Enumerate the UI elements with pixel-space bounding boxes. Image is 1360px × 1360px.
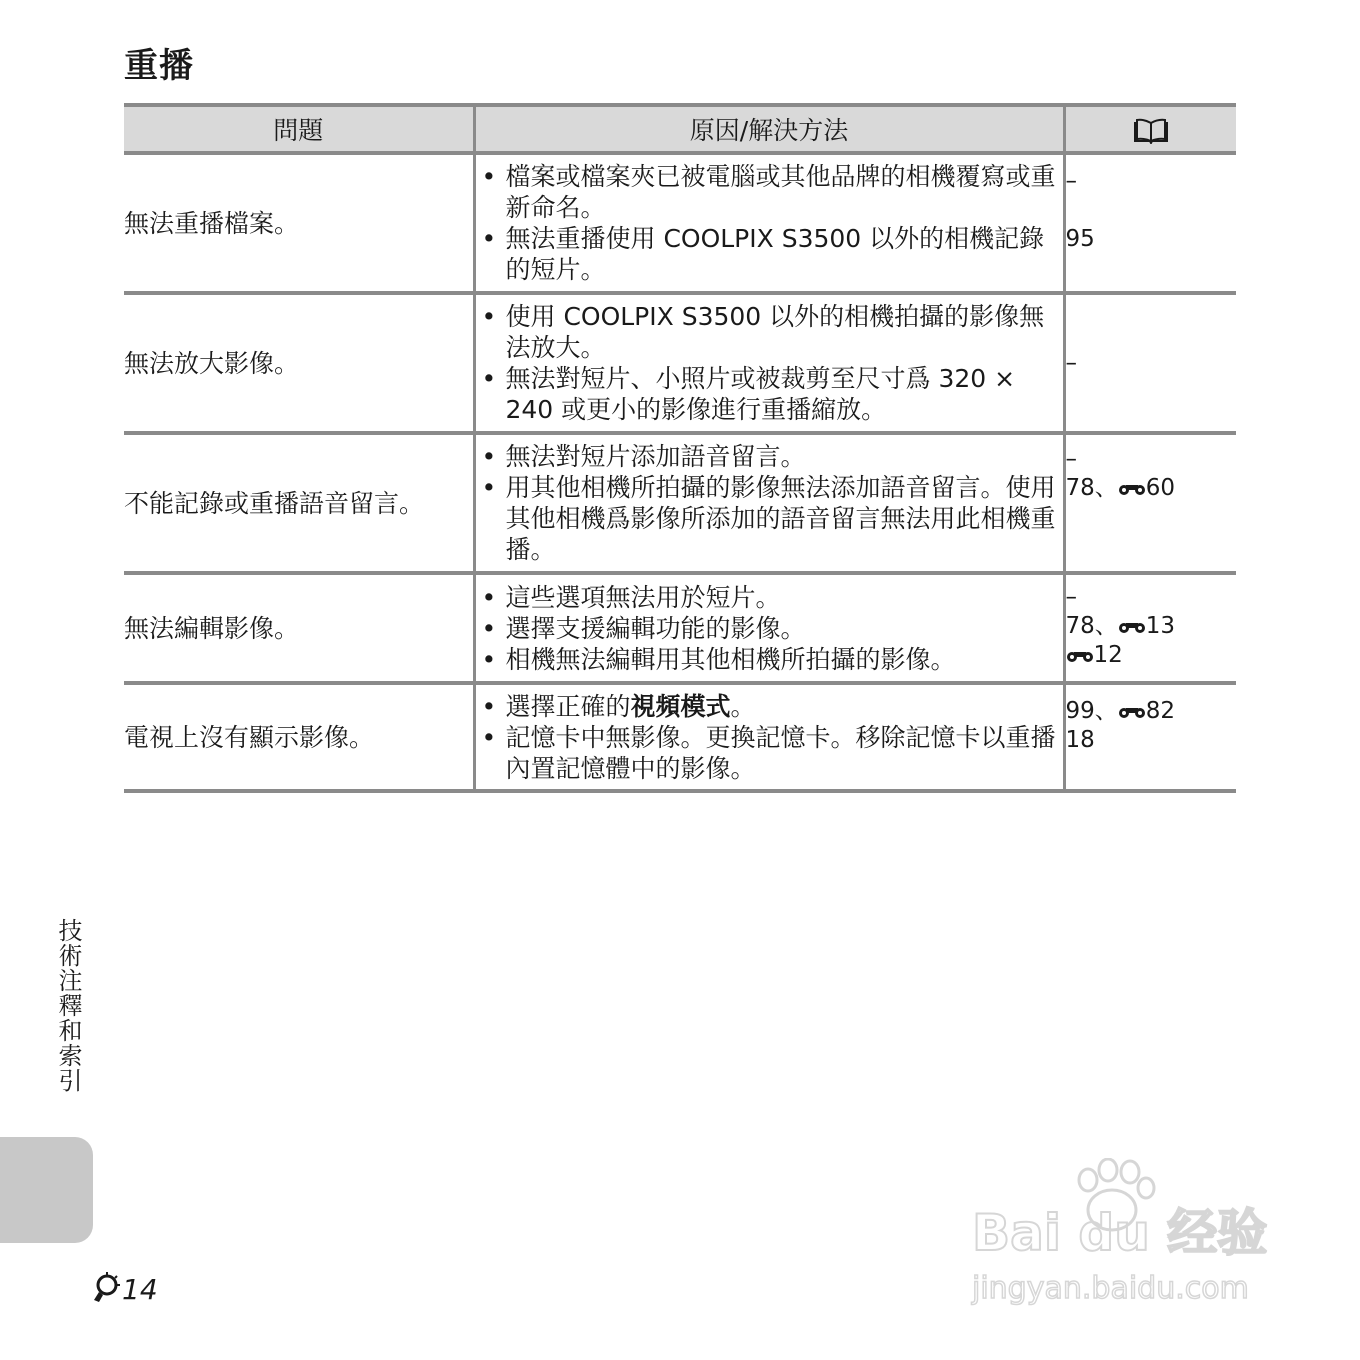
- header-reference: [1064, 105, 1236, 153]
- reference-cell: [1064, 433, 1236, 573]
- book-reference-icon: [1133, 118, 1169, 144]
- ref-line: –: [1065, 584, 1077, 610]
- section-title: 重播: [124, 46, 194, 86]
- reference-cell: [1064, 573, 1236, 683]
- ref-line: [1066, 196, 1237, 225]
- ref-line: –: [1065, 168, 1077, 194]
- binoculars-icon: [1118, 703, 1146, 719]
- watermark-url: jingyan.baidu.com: [972, 1271, 1249, 1306]
- page-number-text: 14: [122, 1272, 158, 1306]
- binoculars-icon: [1066, 647, 1094, 663]
- watermark-brand: Bai du 经验: [972, 1204, 1268, 1262]
- solution-item: • 記憶卡中無影像。更換記憶卡。移除記憶卡以重播內置記憶體中的影像。: [476, 722, 1063, 784]
- table-row: [124, 683, 1236, 791]
- solution-cell: [474, 153, 1064, 293]
- ref-line: [1066, 612, 1237, 641]
- solution-text: 選擇正確的: [505, 691, 631, 721]
- solution-item: • 這些選項無法用於短片。: [476, 582, 1063, 613]
- video-mode-term: 視頻模式: [630, 691, 731, 721]
- ref-page: 60: [1145, 475, 1176, 501]
- ref-line: 18: [1065, 727, 1095, 753]
- ref-page: 12: [1093, 642, 1123, 668]
- chapter-side-label: 技術注釋和索引: [54, 918, 82, 1093]
- table-row: [124, 153, 1236, 293]
- tips-lightbulb-icon: [90, 1272, 120, 1306]
- baidu-jingyan-watermark: [962, 1158, 1282, 1308]
- problem-cell: 無法編輯影像。: [124, 573, 474, 683]
- ref-page: 78、: [1065, 613, 1118, 639]
- table-row: [124, 573, 1236, 683]
- header-solution: 原因/解決方法: [474, 105, 1064, 153]
- ref-line: [1066, 474, 1237, 503]
- problem-cell: 無法放大影像。: [124, 293, 474, 433]
- solution-item: • 無法對短片添加語音留言。: [476, 441, 1063, 472]
- solution-item: • 用其他相機所拍攝的影像無法添加語音留言。使用其他相機爲影像所添加的語音留言無法用此相機重播。: [476, 472, 1063, 565]
- binoculars-icon: [1118, 480, 1146, 496]
- reference-cell: [1064, 153, 1236, 293]
- solution-item: • 相機無法編輯用其他相機所拍攝的影像。: [476, 644, 1063, 675]
- problem-cell: 不能記錄或重播語音留言。: [124, 433, 474, 573]
- binoculars-icon: [1118, 618, 1146, 634]
- reference-cell: [1064, 683, 1236, 791]
- ref-line: 95: [1065, 226, 1095, 252]
- ref-page: 78、: [1065, 475, 1118, 501]
- solution-item: • 檔案或檔案夾已被電腦或其他品牌的相機覆寫或重新命名。: [476, 161, 1063, 223]
- chapter-tab: [0, 1137, 93, 1243]
- ref-page: 82: [1145, 698, 1176, 724]
- ref-page: 99、: [1065, 698, 1118, 724]
- ref-page: 13: [1145, 613, 1176, 639]
- table-row: [124, 293, 1236, 433]
- reference-cell: [1064, 293, 1236, 433]
- solution-item: [476, 691, 1063, 722]
- ref-line: –: [1065, 446, 1077, 472]
- table-header-row: [124, 105, 1236, 153]
- solution-text: 。: [730, 691, 756, 721]
- solution-item: • 選擇支援編輯功能的影像。: [476, 613, 1063, 644]
- troubleshooting-table: [124, 103, 1236, 793]
- page-number: [90, 1272, 158, 1306]
- solution-cell: [474, 683, 1064, 791]
- solution-cell: [474, 433, 1064, 573]
- ref-line: [1066, 697, 1237, 726]
- ref-line: –: [1065, 349, 1077, 376]
- ref-line: [1066, 641, 1237, 670]
- problem-cell: 電視上沒有顯示影像。: [124, 683, 474, 791]
- header-problem: 問題: [124, 105, 474, 153]
- solution-item: • 使用 COOLPIX S3500 以外的相機拍攝的影像無法放大。: [476, 301, 1063, 363]
- problem-cell: 無法重播檔案。: [124, 153, 474, 293]
- solution-cell: [474, 293, 1064, 433]
- solution-item: • 無法重播使用 COOLPIX S3500 以外的相機記錄的短片。: [476, 223, 1063, 285]
- solution-cell: [474, 573, 1064, 683]
- table-row: [124, 433, 1236, 573]
- solution-item: • 無法對短片、小照片或被裁剪至尺寸爲 320 × 240 或更小的影像進行重播縮放。: [476, 363, 1063, 425]
